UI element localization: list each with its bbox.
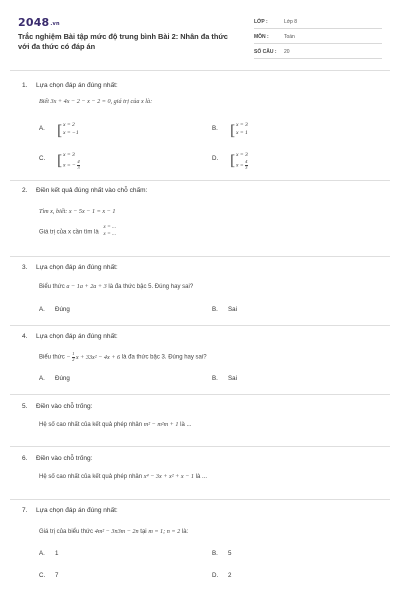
meta-row-class xyxy=(254,16,382,29)
divider xyxy=(10,446,390,447)
question-number: 6. xyxy=(22,455,28,462)
question-instruction: Điền vào chỗ trống: xyxy=(36,403,93,410)
question-prompt: Biểu thức a − 1a + 2a + 3 là đa thức bậc 5. Đúng hay sai? xyxy=(39,283,194,290)
question-prompt: Hệ số cao nhất của kết quả phép nhân m² − m²m + 1 là ... xyxy=(39,421,192,428)
question-answer-line: Giá trị của x cần tìm là x = ... x = ... xyxy=(39,227,140,237)
option-c[interactable]: C. [ x = 3 x = − $\frac{4}{3}$ xyxy=(39,152,80,170)
question-instruction: Điền vào chỗ trống: xyxy=(36,455,93,462)
question-5 xyxy=(22,403,382,428)
question-6 xyxy=(22,455,382,480)
document-title: Trắc nghiệm Bài tập mức độ trung bình Bài 2: Nhân đa thức với đa thức có đáp án xyxy=(18,32,228,51)
question-1 xyxy=(22,82,382,170)
question-7 xyxy=(22,507,382,579)
site-logo[interactable] xyxy=(18,16,60,29)
meta-label: LỚP : xyxy=(254,19,268,25)
question-instruction: Lựa chọn đáp án đúng nhất: xyxy=(36,82,118,89)
option-b[interactable]: B. 5 xyxy=(212,550,232,557)
question-number: 5. xyxy=(22,403,28,410)
question-instruction: Lựa chọn đáp án đúng nhất: xyxy=(36,333,118,340)
option-a[interactable]: A. Đúng xyxy=(39,375,70,382)
option-b[interactable]: B. Sai xyxy=(212,306,237,313)
option-d[interactable]: D. [ x = 3 x = $\frac{4}{3}$ xyxy=(212,152,248,170)
question-2 xyxy=(22,187,382,237)
option-letter: C. xyxy=(39,155,46,162)
question-prompt: Hệ số cao nhất của kết quả phép nhân x⁴ − 3x + x² + x − 1 là ... xyxy=(39,473,208,480)
option-c[interactable]: C. 7 xyxy=(39,572,59,579)
meta-row-count xyxy=(254,46,382,59)
question-number: 4. xyxy=(22,333,28,340)
option-a[interactable]: A. 1 xyxy=(39,550,59,557)
question-number: 3. xyxy=(22,264,28,271)
divider xyxy=(10,70,390,71)
option-d[interactable]: D. 2 xyxy=(212,572,232,579)
question-instruction: Lựa chọn đáp án đúng nhất: xyxy=(36,264,118,271)
answer-blank-system[interactable]: x = ... x = ... xyxy=(103,224,117,237)
meta-label: SỐ CÂU : xyxy=(254,49,277,55)
question-prompt: Biết 3x + 4x − 2 − x − 2 = 0, giá trị của x là: xyxy=(39,98,153,105)
fraction: $\frac{4}{3}$ xyxy=(245,159,248,170)
divider xyxy=(10,256,390,257)
meta-value: Toán xyxy=(284,34,295,40)
question-prompt: Biểu thức − $\frac{1}{2}$ x + 33x² − 4x + 6 là đa thức bậc 3. Đúng hay sai? xyxy=(39,351,207,362)
question-prompt: Giá trị của biểu thức 4m² − 3n3m − 2n tại m = 1; n = 2 là: xyxy=(39,528,189,535)
fraction: $\frac{1}{2}$ xyxy=(72,351,75,362)
meta-value: 20 xyxy=(284,49,290,55)
question-3 xyxy=(22,264,382,313)
document-meta xyxy=(254,16,382,61)
option-a[interactable]: A. Đúng xyxy=(39,306,70,313)
divider xyxy=(10,499,390,500)
divider xyxy=(10,325,390,326)
question-instruction: Điền kết quả đúng nhất vào chỗ chấm: xyxy=(36,187,148,194)
page-header xyxy=(18,14,383,60)
meta-value: Lớp 8 xyxy=(284,19,298,25)
option-letter: D. xyxy=(212,155,219,162)
option-a[interactable]: A. [ x = 2 x = −1 xyxy=(39,122,79,139)
question-number: 1. xyxy=(22,82,28,89)
logo-domain: .vn xyxy=(50,21,60,27)
divider xyxy=(10,180,390,181)
question-4 xyxy=(22,333,382,382)
question-prompt: Tìm x, biết: x − 5x − 1 = x − 1 xyxy=(39,208,116,215)
question-number: 7. xyxy=(22,507,28,514)
meta-row-subject xyxy=(254,31,382,44)
question-number: 2. xyxy=(22,187,28,194)
logo-text: 2048 xyxy=(18,16,50,29)
divider xyxy=(10,394,390,395)
option-b[interactable]: B. Sai xyxy=(212,375,237,382)
option-letter: B. xyxy=(212,125,218,132)
fraction: $\frac{4}{3}$ xyxy=(77,159,80,170)
question-instruction: Lựa chọn đáp án đúng nhất: xyxy=(36,507,118,514)
option-letter: A. xyxy=(39,125,45,132)
meta-label: MÔN : xyxy=(254,34,269,40)
option-b[interactable]: B. [ x = 3 x = 1 xyxy=(212,122,248,139)
